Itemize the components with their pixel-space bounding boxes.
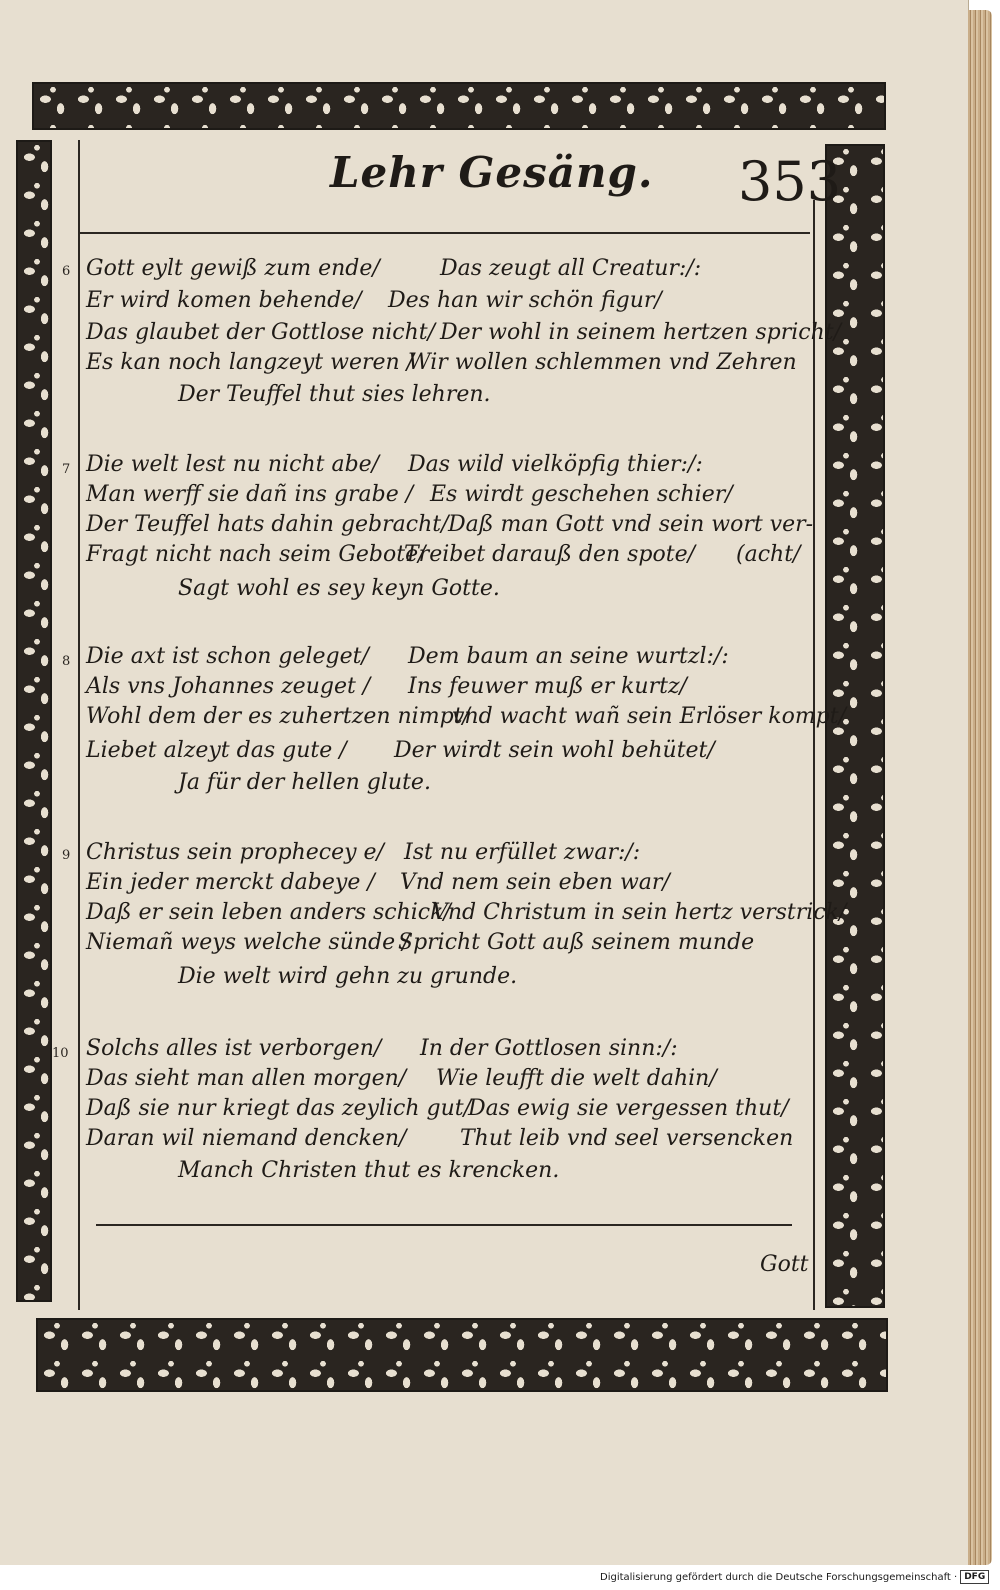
page-title: Lehr Gesäng. [330,148,654,197]
verse-number: 10 [52,1046,69,1061]
verse-number: 8 [62,654,71,669]
verse-line: Es kan noch langzeyt weren / Wir wollen schlemmen vnd Zehren [86,350,797,375]
verse-refrain: Manch Christen thut es krencken. [178,1158,560,1183]
verse-line: Daran wil niemand dencken/ Thut leib vnd seel versencken [86,1126,794,1151]
verse-line: Die welt lest nu nicht abe/ Das wild vielköpfig thier:/: [86,452,703,477]
verse-line: Als vns Johannes zeuget / Ins feuwer muß er kurtz/ [86,674,687,699]
verse-number: 7 [62,462,71,477]
verse-number: 9 [62,848,71,863]
verse-refrain: Ja für der hellen glute. [178,770,431,795]
verse-line: Der Teuffel hats dahin gebracht/ Daß man Gott vnd sein wort ver- [86,512,814,537]
frame-rule-left [78,140,80,1310]
verse-line: Niemañ weys welche sünde / Spricht Gott auß seinem munde [86,930,755,955]
verse-line: Wohl dem der es zuhertzen nimpt/ vnd wacht wañ sein Erlöser kompt/ [86,704,847,729]
verse-line: Daß sie nur kriegt das zeylich gut/ Das ewig sie vergessen thut/ [86,1096,789,1121]
verse-line: Christus sein prophecey e/ Ist nu erfüllet zwar:/: [86,840,641,865]
verse-refrain: Sagt wohl es sey keyn Gotte. [178,576,500,601]
sponsor-credit [600,1568,996,1588]
verse-line: Das glaubet der Gottlose nicht/ Der wohl in seinem hertzen spricht/ [86,320,842,345]
verse-line: Liebet alzeyt das gute / Der wirdt sein wohl behütet/ [86,738,715,763]
footer-rule [96,1224,792,1226]
verse-line: Er wird komen behende/ Des han wir schön figur/ [86,288,662,313]
verse-line: Gott eylt gewiß zum ende/ Das zeugt all Creatur:/: [86,256,702,281]
catchword: Gott [760,1252,809,1277]
ornament-border-left [16,140,52,1302]
ornament-border-top [32,82,886,130]
verse-refrain: Der Teuffel thut sies lehren. [178,382,491,407]
verse-refrain: Die welt wird gehn zu grunde. [178,964,518,989]
verse-number: 6 [62,264,71,279]
header-rule [80,232,810,234]
sponsor-text: Digitalisierung gefördert durch die Deutsche Forschungsgemeinschaft · [600,1572,958,1583]
dfg-logo: DFG [960,1570,989,1584]
verse-line: Daß er sein leben anders schick/ Vnd Christum in sein hertz verstrick/ [86,900,847,925]
verse-line: Die axt ist schon geleget/ Dem baum an seine wurtzl:/: [86,644,729,669]
verse-line: Ein jeder merckt dabeye / Vnd nem sein eben war/ [86,870,670,895]
page-edges [968,10,992,1565]
verse-line: Man werff sie dañ ins grabe / Es wirdt geschehen schier/ [86,482,733,507]
verse-line: Das sieht man allen morgen/ Wie leufft die welt dahin/ [86,1066,717,1091]
ornament-border-bottom [36,1318,888,1392]
verse-line: Fragt nicht nach seim Gebote/ Treibet darauß den spote/ (acht/ [86,542,801,567]
verse-line: Solchs alles ist verborgen/ In der Gottlosen sinn:/: [86,1036,678,1061]
frame-rule-right [813,200,815,1310]
page-number: 353 [738,150,842,213]
